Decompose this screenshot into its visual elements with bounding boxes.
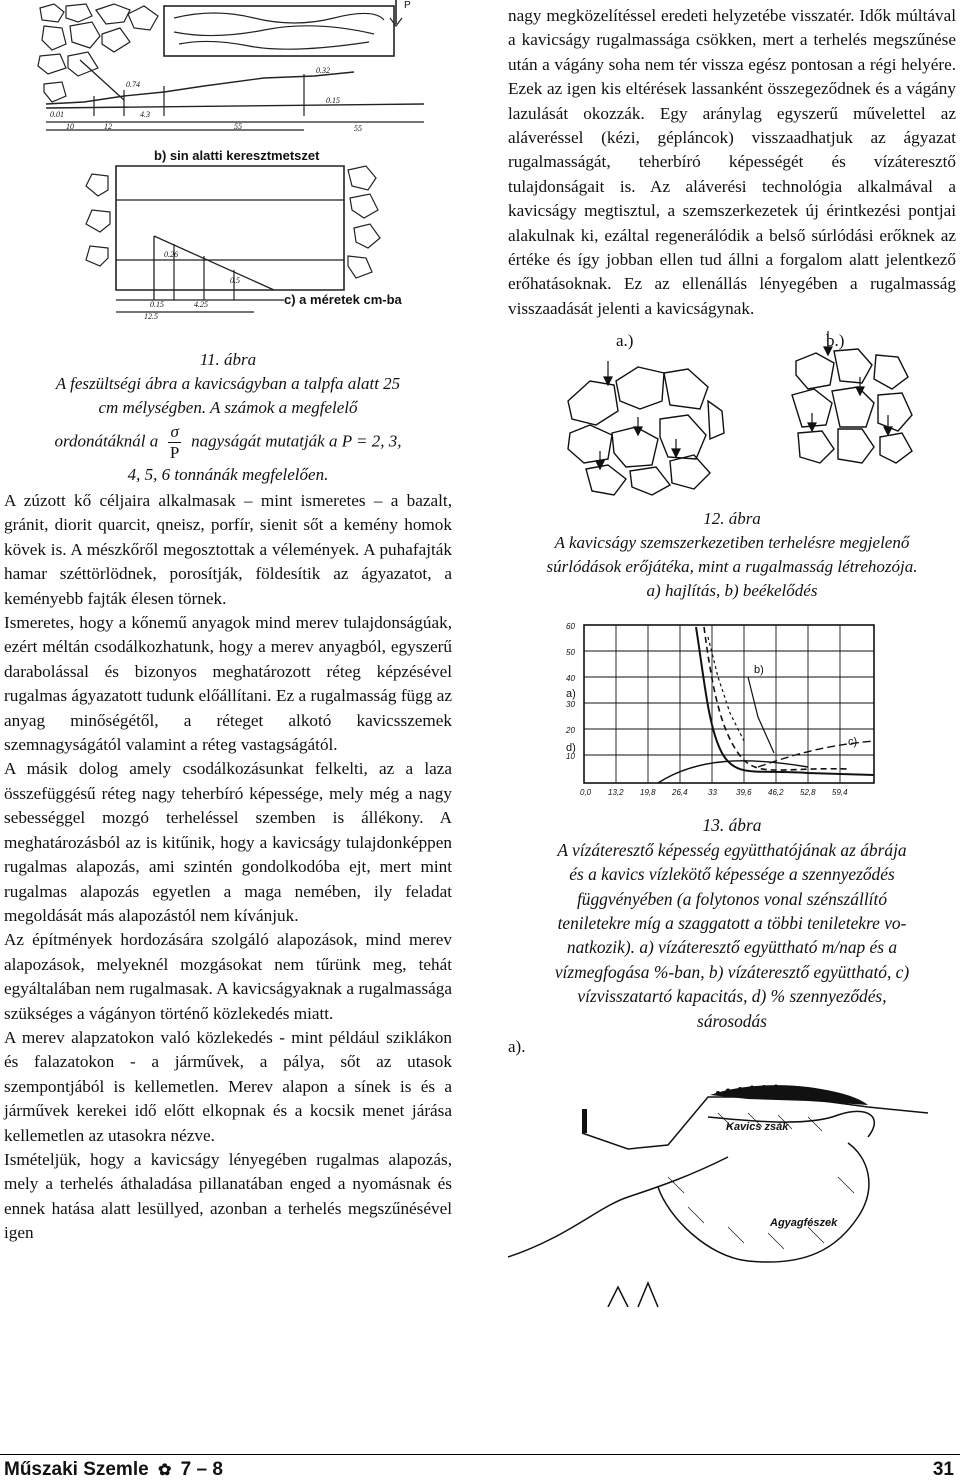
fig11-label-b: b) sin alatti keresztmetszet: [154, 148, 320, 163]
leaf-icon: ✿: [157, 1462, 172, 1479]
fig11-dim-032: 0.32: [316, 66, 330, 75]
fig11-dim-43: 4.3: [140, 110, 150, 119]
x-tick: 59,4: [832, 788, 848, 798]
fig13-caption-line: A vízáteresztő képesség együtthatójának az ábrája: [557, 839, 907, 860]
figure-12-title: 12. ábra: [703, 509, 761, 529]
x-tick: 52,8: [800, 788, 816, 798]
figure-13: [508, 617, 956, 807]
fig11-caption-text: ordonátáknál a: [54, 431, 159, 451]
fig11-dim-425: 4.25: [194, 300, 208, 309]
x-tick: 19,8: [640, 788, 656, 798]
y-tick: 50: [566, 648, 575, 658]
fig12-caption-line: a) hajlítás, b) beékelődés: [646, 581, 818, 601]
x-tick: 0,0: [580, 788, 592, 798]
left-paragraph-3: A másik dolog amely csodálkozásunkat felkelti, az a laza összefüggésű réteg nagy teherbíró képessége, mely még a nagy sebességgel mozgó terheléssel szemben is állékony. A meghatározásból az is kitűnik, hogy a kavicságy tulajdonképpen rugalmas alapozás, ami szintén gondolkodóba ejt, mert mint rugalmas alapozás egyetlen a maga nemében, ily feladat megoldását más alapozástól nem kívánjuk.: [4, 759, 452, 925]
y-tick: 20: [566, 726, 575, 736]
fig14-label-kavics-zsak: Kavics zsák: [726, 1120, 789, 1133]
right-paragraph: nagy megközelítéssel eredeti helyzetébe visszatér. Idők múltával a kavicságy rugalmassága csökken, mert a terhelés megszűnése után a vágány soha nem tér vissza egész pontosan a régi helyére. Ezek az igen kis eltérések lassanként összegeződnek és a vágány lazulását okozzák. Egy aránylag egyszerű művelettel az aláveréssel (kézi, gépláncok) visszaadhatjuk az ágyazat rugalmasságát, teherbíró képességét és vízáteresztő tulajdonságait is. Az aláverési technológia alkalmával a kavicságy megtisztul, a szemszerkezetek új érintkezési pontjai alakulnak ki, ezáltal regenerálódik a belső súrlódási erőknek az értéke és így jobban ellen tud állni a forgalom alatt jelentkező erőhatásoknak. Ez az ellenállás lényegében a rugalmasság visszaadását jelenti a kavicságynak.: [508, 6, 956, 318]
series-d-label: d): [566, 742, 576, 755]
figure-12-caption: [508, 507, 956, 603]
left-paragraph-2: Ismeretes, hogy a kőnemű anyagok mind merev tulajdonságúak, ezért méltán csodálkozhatunk, hogy a merev anyagból, egyszerű darabolással és bizonyos meghatározott réteg képzésével rugalmas ágyazatott tudunk előállítani. Ez a rugalmasság függ az anyag minőségétől, a réteget alkotó kavicsszemek szemnagyságától valamint a réteg vastagságától.: [4, 613, 452, 755]
fig13-caption-line: natkozik). a) vízáteresztő együttható m/nap és a: [566, 937, 898, 958]
left-paragraph-1: A zúzott kő céljaira alkalmasak – mint ismeretes – a bazalt, gránit, diorit quarcit, qneisz, porfír, sienit sőt a kemény homok kövek is. A mészkőről megosztottak a vélemények. A puhafajták hamar széttörlödnek, porosítják, földesítik az ágyazatot, a keményebb fajták élesen törnek.: [4, 491, 452, 608]
fig11-dim-074: 0.74: [126, 80, 140, 89]
fig11-caption-line: 4, 5, 6 tonnánák megfelelően.: [127, 465, 329, 484]
figure-13-caption: [508, 813, 956, 1033]
fig13-caption-line: függvényében (a folytonos vonal szénszállító: [576, 888, 888, 909]
issue-number: 7 – 8: [180, 1459, 223, 1480]
fig11-dim-05: 0.5: [230, 276, 240, 285]
series-b-label: b): [754, 664, 764, 677]
fig12-caption-line: A kavicságy szemszerkezetiben terhelésre megjelenő: [554, 533, 910, 553]
fig13-caption-line: és a kavics vízlekötő képessége a szennyeződés: [569, 864, 895, 885]
left-paragraph-4: Az építmények hordozására szolgáló alapozások, mind merev alapozások, melyeknél mozgásokat nem tűrünk meg, tehát egyáltalában nem rugalmasak. A kavicságyaknak a rugalmassága szükséges a vágányon történő közlekedés miatt.: [4, 930, 452, 1023]
left-paragraph-6: Ismételjük, hogy a kavicságy lényegében rugalmas alapozás, mely a terhelés áthaladása pillanatában enged a nyomásnak és ennek hatása alatt lesüllyed, azonban a terhelés megszűnésével igen: [4, 1149, 452, 1243]
fig11-caption-line: A feszültségi ábra a kavicságyban a talpfa alatt 25: [55, 374, 401, 393]
left-paragraph-5: A merev alapzatokon való közlekedés - mint például sziklákon és falazatokon - a járművek, a pálya, sőt az utasok szempontjából is kellemetlen. Merev alapon a sínek is és a járművek kerekei idő előtt elkopnak és a kocsik menet járása kellemetlen az utasokra nézve.: [4, 1027, 452, 1145]
fig11-caption-formula-line: [4, 422, 452, 463]
fig11-caption-text: nagyságát mutatják a P = 2, 3,: [191, 431, 402, 451]
fig13-caption-line: sárosodás: [697, 1010, 767, 1031]
figure-12-drawing: [508, 321, 956, 511]
fig11-dim-55b: 55: [354, 124, 362, 133]
fig11-label-c: c) a méretek cm-ba: [284, 292, 402, 307]
page-footer: [0, 1454, 960, 1482]
fig12-label-b: b.): [826, 331, 845, 351]
fig12-caption-line: súrlódások erőjátéka, mint a rugalmasság létrehozója.: [546, 557, 918, 577]
page-number: 31: [932, 1459, 954, 1480]
sigma-over-p: [168, 422, 180, 463]
fig11-dim-026: 0.26: [164, 250, 178, 259]
y-tick: 40: [566, 674, 575, 684]
figure-13-chart: [508, 617, 956, 807]
fraction-denominator: P: [169, 443, 180, 462]
fig13-after-label: a).: [508, 1036, 526, 1056]
fig11-caption-line: cm mélységben. A számok a megfelelő: [98, 398, 358, 417]
fig13-caption-line: vízvisszatartó kapacitás, d) % szennyeződés,: [577, 986, 887, 1007]
fig11-dim-125: 12.5: [144, 312, 158, 321]
y-tick: 30: [566, 700, 575, 710]
fig13-caption-line: vízmegfogása %-ban, b) vízáteresztő együttható, c): [554, 961, 910, 982]
x-tick: 39,6: [736, 788, 752, 798]
figure-11: [4, 0, 452, 330]
publication-name: Műszaki Szemle: [4, 1459, 149, 1480]
figure-11-drawing: [4, 0, 452, 330]
y-tick: 60: [566, 622, 575, 632]
x-tick: 26,4: [672, 788, 688, 798]
figure-12: [508, 321, 956, 511]
x-tick: 13,2: [608, 788, 624, 798]
fig11-dim-10: 10: [66, 122, 74, 131]
figure-11-title: 11. ábra: [199, 350, 257, 369]
right-column: [508, 0, 956, 1307]
figure-13-title: 13. ábra: [702, 815, 762, 836]
fig11-dim-015b: 0.15: [150, 300, 164, 309]
left-column: [4, 0, 452, 1246]
x-tick: 33: [708, 788, 717, 798]
fig11-dim-55a: 55: [234, 122, 242, 131]
fig11-label-p: P: [404, 0, 411, 11]
x-tick: 46,2: [768, 788, 784, 798]
fig11-dim-12: 12: [104, 122, 112, 131]
figure-14-drawing: [508, 1057, 956, 1307]
figure-11-caption: [4, 348, 452, 487]
fig11-dim-015: 0.15: [326, 96, 340, 105]
figure-14: [508, 1057, 956, 1307]
series-a-label: a): [566, 688, 576, 701]
fig11-dim-001: 0.01: [50, 110, 64, 119]
sigma-symbol: σ: [170, 422, 179, 441]
y-tick: 10: [566, 752, 575, 762]
publication-info: [4, 1459, 223, 1481]
series-c-label: c): [848, 736, 858, 749]
fig12-label-a: a.): [616, 331, 634, 351]
fig13-caption-line: teniletekre míg a szaggatott a többi teniletekre vo-: [557, 912, 907, 933]
fig14-label-agyagfeszek: Agyagfészek: [770, 1216, 838, 1229]
